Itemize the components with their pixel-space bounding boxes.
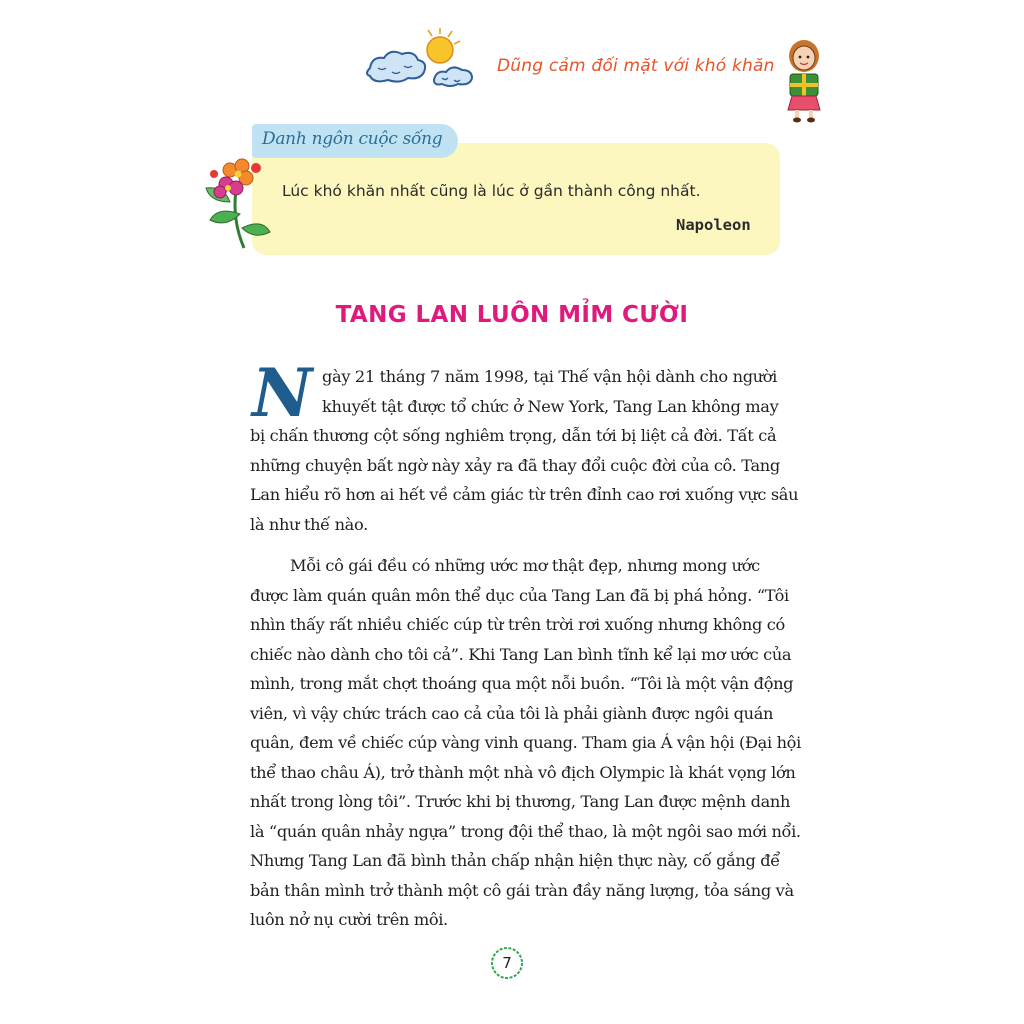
text-line: nhất trong lòng tôi”. Trước khi bị thương, Tang Lan được mệnh danh	[250, 792, 791, 811]
story-paragraph-1	[250, 354, 799, 539]
flower-illustration	[200, 150, 276, 254]
sun-clouds-illustration	[362, 28, 492, 90]
page-number	[490, 946, 524, 980]
text-line: những chuyện bất ngờ này xảy ra đã thay đổi cuộc đời của cô. Tang	[250, 455, 780, 475]
text-line: quân, đem về chiếc cúp vàng vinh quang. Tham gia Á vận hội (Đại hội	[250, 733, 801, 752]
text-line: Mỗi cô gái đều có những ước mơ thật đẹp, nhưng mong ước	[290, 556, 760, 575]
running-header-title: Dũng cảm đối mặt với khó khăn	[497, 56, 775, 76]
text-line: khuyết tật được tổ chức ở New York, Tang Lan không may	[322, 396, 779, 416]
text-line: luôn nở nụ cười trên môi.	[250, 910, 448, 929]
text-line: mình, trong mắt chợt thoáng qua một nỗi buồn. “Tôi là một vận động	[250, 674, 794, 693]
text-line: thể thao châu Á), trở thành một nhà vô địch Olympic là khát vọng lớn	[250, 762, 796, 782]
quote-label: Danh ngôn cuộc sống	[262, 129, 443, 149]
text-line: viên, vì vậy chức trách cao cả của tôi là phải giành được ngôi quán	[250, 703, 774, 723]
text-line: Nhưng Tang Lan đã bình thản chấp nhận hiện thực này, cố gắng để	[250, 851, 780, 870]
story-paragraph-2	[250, 551, 801, 935]
text-line: là “quán quân nhảy ngựa” trong đội thể thao, là một ngôi sao mới nổi.	[250, 821, 801, 841]
text-line: gày 21 tháng 7 năm 1998, tại Thế vận hội dành cho người	[322, 367, 778, 386]
quote-author: Napoleon	[676, 216, 751, 234]
page-number-label: 7	[502, 954, 512, 972]
drop-cap: N	[252, 354, 313, 432]
text-line: được làm quán quân môn thể dục của Tang Lan đã bị phá hỏng. “Tôi	[250, 585, 789, 605]
quote-text: Lúc khó khăn nhất cũng là lúc ở gần thành công nhất.	[282, 182, 701, 200]
text-line: bản thân mình trở thành một cô gái tràn đầy năng lượng, tỏa sáng và	[250, 880, 794, 900]
story-title: TANG LAN LUÔN MỈM CƯỜI	[335, 302, 689, 328]
text-line: bị chấn thương cột sống nghiêm trọng, dẫn tới bị liệt cả đời. Tất cả	[250, 426, 777, 445]
text-line: Lan hiểu rõ hơn ai hết về cảm giác từ trên đỉnh cao rơi xuống vực sâu	[250, 485, 799, 504]
girl-with-gift-illustration	[776, 36, 832, 124]
text-line: chiếc nào dành cho tôi cả”. Khi Tang Lan bình tĩnh kể lại mơ ước của	[250, 644, 792, 664]
text-line: là như thế nào.	[250, 514, 368, 534]
text-line: nhìn thấy rất nhiều chiếc cúp từ trên trời rơi xuống nhưng không có	[250, 615, 785, 634]
